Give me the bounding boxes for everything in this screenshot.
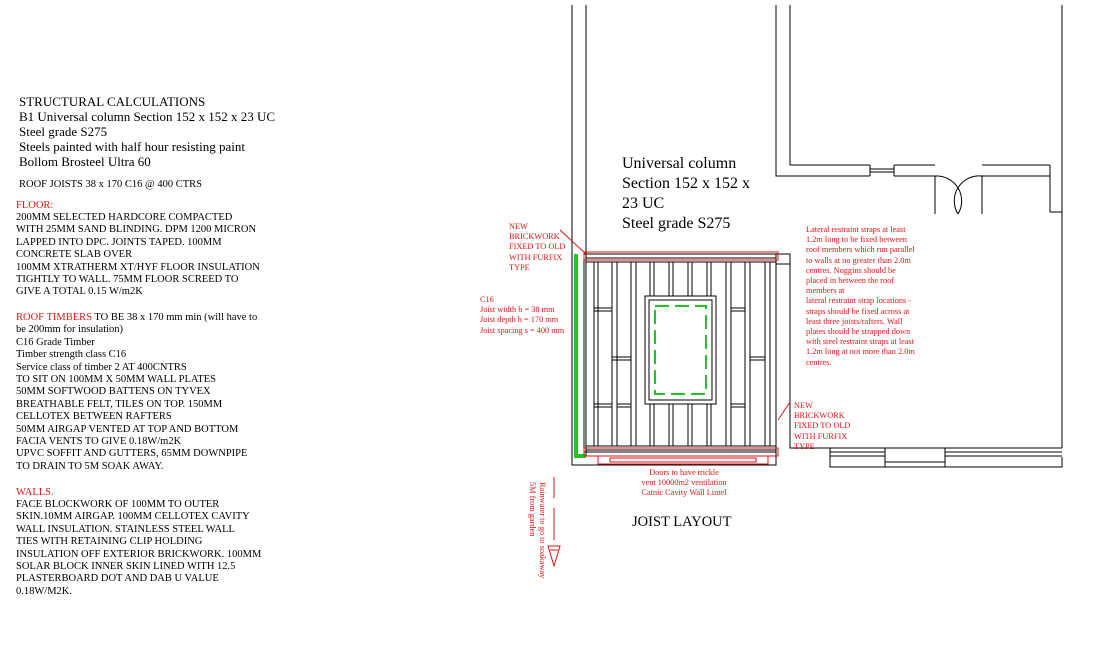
note-line: C16 [480,295,494,304]
joist [765,262,770,446]
note-line: Joist width b = 38 mm [480,305,555,315]
note-line: BRICKWORK [509,232,560,242]
roof-line: TO SIT ON 100MM X 50MM WALL PLATES [16,374,217,386]
note-line: Doors to have trickle [649,468,719,477]
note-line: plates should be strapped down [806,327,911,337]
arrow-icon [548,546,560,566]
joist-spec-note [480,295,564,336]
note-line: Joist depth h = 170 mm [480,315,559,325]
note-line: Joist spacing s = 400 mm [480,325,565,335]
rooflight-trimmer [649,300,712,400]
floor-line: CONCRETE SLAB OVER [16,249,133,261]
wall-line [870,165,894,176]
note-line: TYPE [509,262,530,272]
wall-line [1050,176,1062,212]
floor-line: 100MM XTRATHERM XT/HYF FLOOR INSULATION [16,261,260,273]
roof-line: Service class of timber 2 AT 400CNTRS [16,361,187,373]
roof-line: FACIA VENTS TO GIVE 0.18W/m2K [16,436,182,448]
joist [745,262,750,446]
calc-line-4: Bollom Brosteel Ultra 60 [19,154,151,169]
restraint-note [806,225,915,368]
new-brickwork-right-note [794,401,850,452]
note-line: centres. [806,357,832,367]
floor-line: LAPPED INTO DPC. JOINTS TAPED. 100MM [16,236,222,248]
note-line: straps should be fixed across at [806,306,910,316]
note-line: 1.2m long at not more than 2.0m [806,347,915,357]
roof-line: be 200mm for insulation) [16,324,124,336]
calculations-title: STRUCTURAL CALCULATIONS [19,94,206,109]
walls-line: PLASTERBOARD DOT AND DAB U VALUE [16,573,219,585]
floor-heading: FLOOR: [16,200,54,211]
roof-joists-spec: ROOF JOISTS 38 x 170 C16 @ 400 CTRS [19,179,202,190]
roof-timbers-heading: ROOF TIMBERS [16,312,92,323]
note-line: NEW [794,401,813,410]
new-brickwork-left-note [509,222,565,273]
lintel-marker [598,456,768,464]
note-line: least three joists/rafters. Wall [806,316,903,326]
walls-line: SOLAR BLOCK INNER SKIN LINED WITH 12.5 [16,561,236,573]
walls-line: FACE BLOCKWORK OF 100MM TO OUTER [16,499,220,510]
joist [688,262,692,296]
roof-timbers-heading-rest: TO BE 38 x 170 mm min (will have to [91,312,258,323]
walls-heading: WALLS. [16,487,54,498]
note-line: 5M from garden [527,482,537,537]
note-line: members at [806,286,845,296]
roof-line: C16 Grade Timber [16,336,95,348]
joist [612,262,617,446]
calc-line-2: Steel grade S275 [19,124,108,139]
column-label [622,154,750,234]
door-swing [935,176,982,214]
joist [594,262,598,446]
note-line: centres. Noggins should be [806,265,896,275]
calc-line-3: Steels painted with half hour resisting paint [19,139,246,154]
floor-line: WITH 25MM SAND BLINDING. DPM 1200 MICRON [16,224,257,236]
roof-line: BREATHABLE FELT, TILES ON TOP. 150MM [16,398,223,410]
wall-line [894,165,1050,176]
roof-line: UPVC SOFFIT AND GUTTERS, 65MM DOWNPIPE [16,448,248,460]
roof-line: Timber strength class C16 [16,349,127,361]
note-line: roof members which run parallel [806,245,915,255]
joist [650,404,711,446]
note-line: Catnic Cavity Wall Lintel [641,488,727,498]
doors-note [622,468,746,499]
note-line: NEW [509,222,528,231]
wall-line [935,176,982,214]
wall-line [790,5,870,165]
note-line: 1.2m long to be fixed between [806,235,907,245]
new-brickwork-marker [584,252,778,260]
noggin [594,308,765,407]
floor-line: TIGHTLY TO WALL. 75MM FLOOR SCREED TO [16,274,239,286]
roof-line: 50MM AIRGAP VENTED AT TOP AND BOTTOM [16,423,239,435]
window [830,448,1062,467]
note-line: vent 10000m2 ventilation [641,478,727,488]
floor-line: GIVE A TOTAL 0.15 W/m2K [16,286,143,298]
note-line: TYPE [794,441,815,451]
roof-line: CELLOTEX BETWEEN RAFTERS [16,411,172,423]
note-line: BRICKWORK [794,411,845,421]
calc-line-1: B1 Universal column Section 152 x 152 x 23 UC [19,109,276,124]
wall-line [1050,5,1062,212]
joist [669,262,673,296]
note-line: WITH FURFIX [509,252,563,262]
rainwater-note [525,482,547,582]
joist [726,262,731,446]
note-line: Rainwater to go to soakaway [538,482,547,579]
roof-line: 50MM SOFTWOOD BATTENS ON TYVEX [16,386,211,398]
note-line: FIXED TO OLD [509,242,566,252]
joist [707,262,711,296]
joist [650,262,654,296]
note-line: WITH FURFIX [794,431,848,441]
joist-frame [584,254,776,452]
walls-line: INSULATION OFF EXTERIOR BRICKWORK. 100MM [16,548,262,560]
column-label-line: Section 152 x 152 x [622,175,750,192]
joist-layout-title: JOIST LAYOUT [632,514,732,530]
note-line: to walls at no greater than 2.0m [806,255,911,265]
note-line: placed in between the roof [806,276,895,286]
lintel-marker [610,458,756,462]
note-line: with steel restraint straps at least [806,337,915,347]
note-line: FIXED TO OLD [794,421,851,431]
walls-line: SKIN.10MM AIRGAP. 100MM CELLOTEX CAVITY [16,511,250,523]
walls-line: WALL INSULATION. STAINLESS STEEL WALL [16,523,235,535]
roof-line: TO DRAIN TO 5M SOAK AWAY. [16,460,164,472]
wall-line [870,169,894,172]
walls-line: 0.18W/M2K. [16,585,72,597]
walls-line: TIES WITH RETAINING CLIP HOLDING [16,536,203,548]
column-label-line: Steel grade S275 [622,215,731,232]
floor-line: 200MM SELECTED HARDCORE COMPACTED [16,212,233,223]
rooflight-outline [655,306,706,394]
column-label-line: 23 UC [622,195,665,212]
leader-line [778,402,790,420]
note-line: Lateral restraint straps at least [806,225,906,234]
joist [631,262,636,446]
column-label-line: Universal column [622,155,737,172]
note-line: lateral restraint strap locations - [806,296,912,306]
